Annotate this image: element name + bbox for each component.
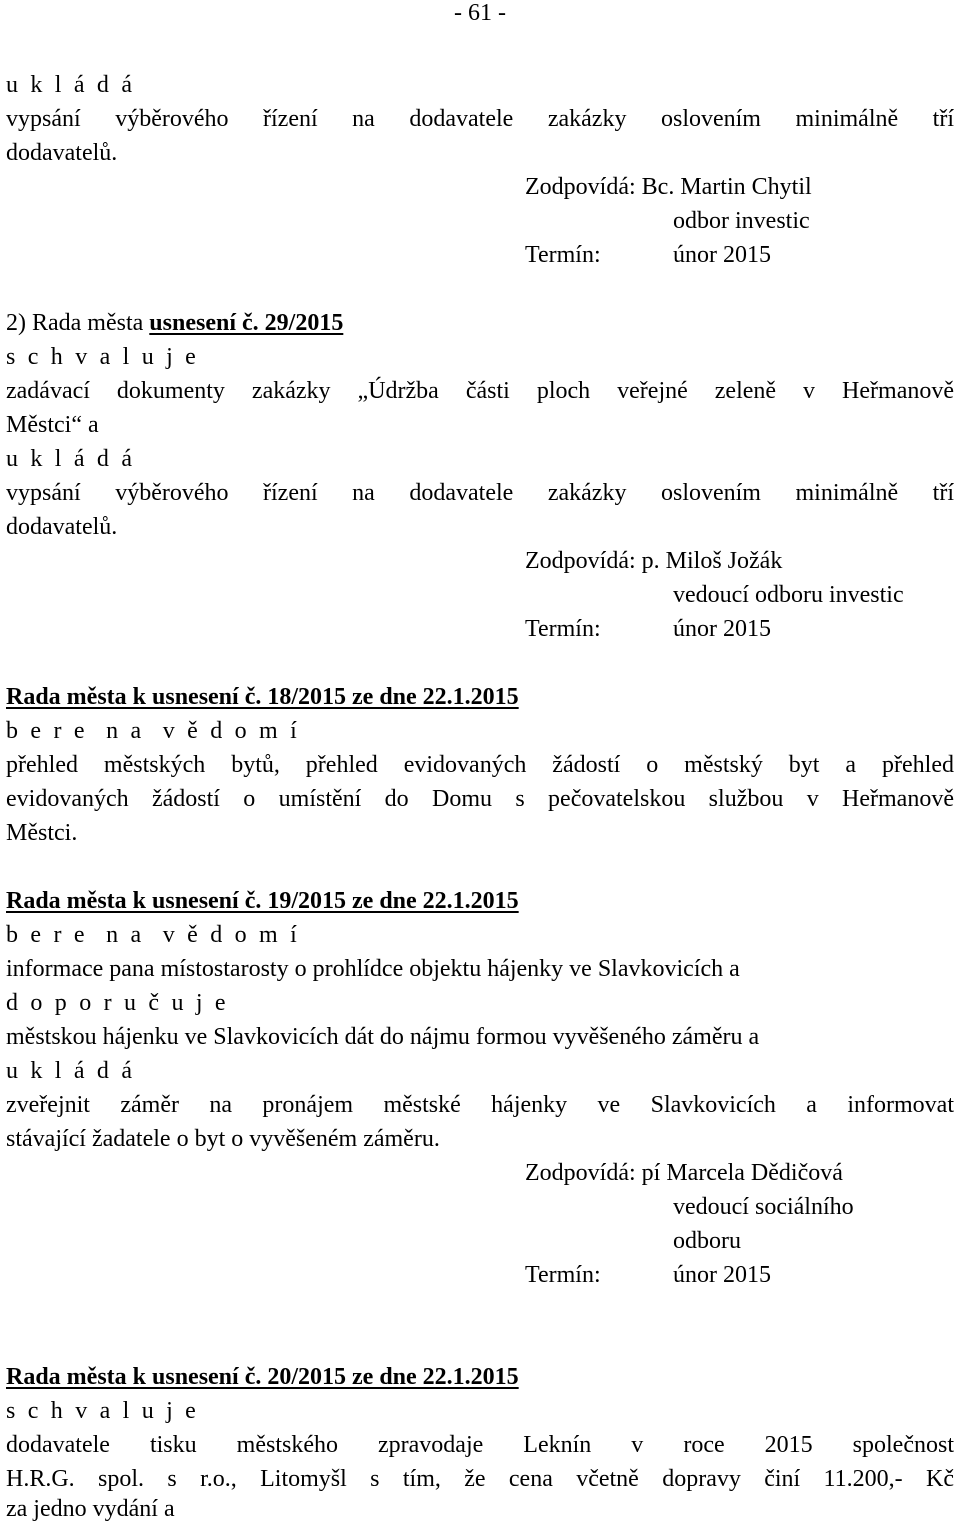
responsible-label: Zodpovídá:	[525, 1160, 636, 1186]
verb-uklada: u k l á d á	[6, 1058, 136, 1084]
deadline-value: únor 2015	[673, 242, 771, 268]
deadline-line	[525, 1260, 771, 1290]
paragraph-line: Městci“ a	[6, 412, 99, 438]
resolution-reference: usnesení č. 29/2015	[149, 310, 344, 336]
paragraph-line: dodavatelů.	[6, 514, 118, 540]
responsible-line	[525, 1158, 843, 1188]
verb-bere-na-vedomi: b e r e n a v ě d o m í	[6, 718, 300, 744]
responsible-line	[525, 172, 812, 202]
deadline-value: únor 2015	[673, 616, 771, 642]
responsible-department: vedoucí sociálního	[673, 1194, 854, 1220]
deadline-line	[525, 240, 771, 270]
paragraph-line: městskou hájenku ve Slavkovicích dát do nájmu formou vyvěšeného záměru a	[6, 1024, 760, 1050]
responsible-name: p. Miloš Jožák	[641, 548, 783, 574]
responsible-department: odbor investic	[673, 208, 810, 234]
deadline-label: Termín:	[525, 616, 601, 642]
section-heading: Rada města k usnesení č. 19/2015 ze dne 22.1.2015	[6, 888, 519, 914]
paragraph-line: za jedno vydání a	[6, 1496, 175, 1522]
paragraph-line: vypsání výběrového řízení na dodavatele zakázky oslovením minimálně tří	[6, 480, 954, 506]
deadline-label: Termín:	[525, 1262, 601, 1288]
section-heading: Rada města k usnesení č. 20/2015 ze dne 22.1.2015	[6, 1364, 519, 1390]
heading-prefix: 2) Rada města	[6, 310, 144, 336]
verb-uklada: u k l á d á	[6, 72, 136, 98]
paragraph-line: vypsání výběrového řízení na dodavatele zakázky oslovením minimálně tří	[6, 106, 954, 132]
paragraph-line: přehled městských bytů, přehled evidovaných žádostí o městský byt a přehled	[6, 752, 954, 778]
paragraph-line: zadávací dokumenty zakázky „Údržba části ploch veřejné zeleně v Heřmanově	[6, 378, 954, 404]
deadline-line	[525, 614, 771, 644]
responsible-department: odboru	[673, 1228, 741, 1254]
responsible-department: vedoucí odboru investic	[673, 582, 904, 608]
responsible-name: pí Marcela Dědičová	[641, 1160, 843, 1186]
paragraph-line: stávající žadatele o byt o vyvěšeném záměru.	[6, 1126, 440, 1152]
paragraph-line: zveřejnit záměr na pronájem městské hájenky ve Slavkovicích a informovat	[6, 1092, 954, 1118]
section-heading	[6, 308, 954, 338]
verb-schvaluje: s c h v a l u j e	[6, 1398, 200, 1424]
verb-doporucuje: d o p o r u č u j e	[6, 990, 229, 1016]
deadline-label: Termín:	[525, 242, 601, 268]
responsible-label: Zodpovídá:	[525, 548, 636, 574]
verb-bere-na-vedomi: b e r e n a v ě d o m í	[6, 922, 300, 948]
paragraph-line: Městci.	[6, 820, 78, 846]
responsible-label: Zodpovídá:	[525, 174, 636, 200]
paragraph-line: informace pana místostarosty o prohlídce objektu hájenky ve Slavkovicích a	[6, 956, 740, 982]
paragraph-line: evidovaných žádostí o umístění do Domu s pečovatelskou službou v Heřmanově	[6, 786, 954, 812]
verb-uklada: u k l á d á	[6, 446, 136, 472]
section-heading: Rada města k usnesení č. 18/2015 ze dne 22.1.2015	[6, 684, 519, 710]
verb-schvaluje: s c h v a l u j e	[6, 344, 200, 370]
paragraph-line: H.R.G. spol. s r.o., Litomyšl s tím, že cena včetně dopravy činí 11.200,- Kč	[6, 1466, 954, 1492]
responsible-name: Bc. Martin Chytil	[641, 174, 812, 200]
paragraph-line: dodavatele tisku městského zpravodaje Leknín v roce 2015 společnost	[6, 1432, 954, 1458]
paragraph-line: dodavatelů.	[6, 140, 118, 166]
responsible-line	[525, 546, 782, 576]
deadline-value: únor 2015	[673, 1262, 771, 1288]
page-number: - 61 -	[454, 0, 506, 26]
